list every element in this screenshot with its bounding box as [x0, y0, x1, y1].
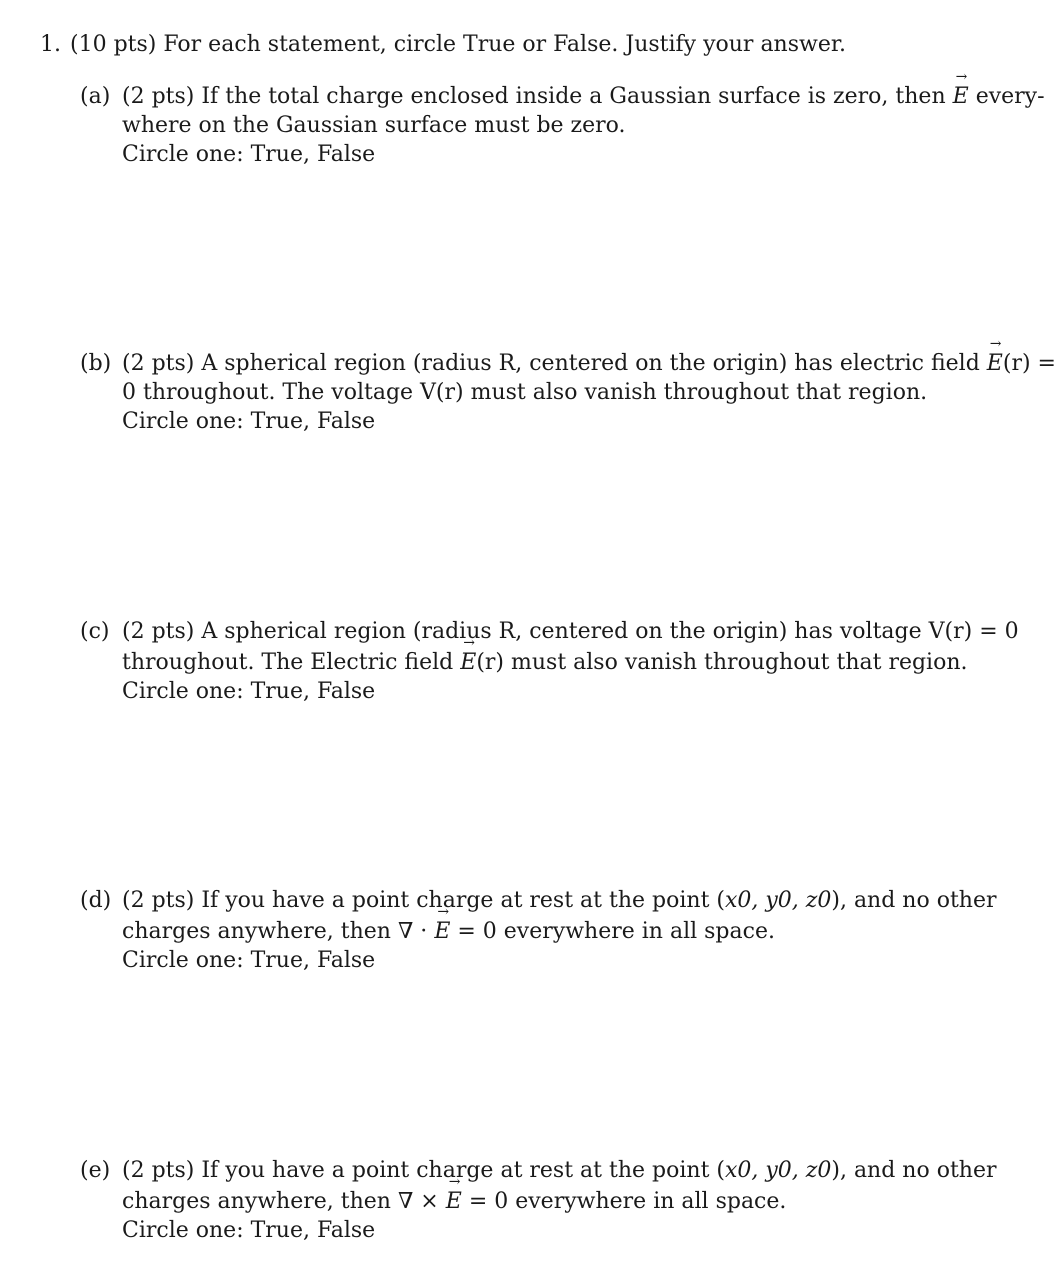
part-a-efield-vector: → E [953, 84, 969, 109]
part-d-text2-end: = 0 everywhere in all space. [457, 919, 775, 944]
part-d-text-end: ), and no other [831, 888, 997, 913]
part-a-label: (a) [80, 84, 111, 109]
part-e-text2-end: = 0 everywhere in all space. [468, 1189, 787, 1214]
part-c-circle-one[interactable]: Circle one: True, False [122, 679, 376, 704]
part-c-line2 [122, 650, 968, 675]
part-b-arg: (r) = [1002, 351, 1056, 376]
part-e-efield-vector: → E [446, 1189, 462, 1214]
part-d-line2 [122, 919, 775, 944]
part-b-line2: 0 throughout. The voltage V(r) must also vanish throughout that region. [122, 380, 928, 405]
part-d-point: x0, y0, z0 [724, 888, 832, 913]
part-c-text-end: must also vanish throughout that region. [511, 650, 968, 675]
part-c-arg: (r) [476, 650, 504, 675]
part-b-label: (b) [80, 351, 112, 376]
question-header: (10 pts) For each statement, circle True or False. Justify your answer. [70, 32, 846, 57]
part-b-line1 [122, 351, 1056, 376]
part-c-line1: (2 pts) A spherical region (radius R, centered on the origin) has voltage V(r) = 0 [122, 619, 1019, 644]
part-a-text-end: every- [975, 84, 1045, 109]
part-e-line1 [122, 1158, 997, 1183]
part-d-label: (d) [80, 888, 112, 913]
part-e-label: (e) [80, 1158, 111, 1183]
part-a-text: (2 pts) If the total charge enclosed inside a Gaussian surface is zero, then [122, 84, 946, 109]
part-a-circle-one[interactable]: Circle one: True, False [122, 142, 376, 167]
part-b-efield-vector: → E [987, 351, 1003, 376]
part-e-circle-one[interactable]: Circle one: True, False [122, 1218, 376, 1243]
part-a-line1 [122, 84, 1045, 109]
part-d-line1 [122, 888, 997, 913]
part-c-label: (c) [80, 619, 110, 644]
part-c-efield-vector: → E [460, 650, 476, 675]
part-d-text2: charges anywhere, then ∇ · [122, 919, 428, 944]
part-a-line2: where on the Gaussian surface must be zero. [122, 113, 626, 138]
part-e-text-end: ), and no other [831, 1158, 997, 1183]
part-e-text: (2 pts) If you have a point charge at rest at the point ( [122, 1158, 725, 1183]
part-e-point: x0, y0, z0 [724, 1158, 832, 1183]
question-number: 1. [40, 32, 61, 57]
part-b-text: (2 pts) A spherical region (radius R, centered on the origin) has electric field [122, 351, 980, 376]
part-d-efield-vector: → E [434, 919, 450, 944]
part-d-circle-one[interactable]: Circle one: True, False [122, 948, 376, 973]
part-e-text2: charges anywhere, then ∇ × [122, 1189, 439, 1214]
part-d-text: (2 pts) If you have a point charge at rest at the point ( [122, 888, 725, 913]
part-c-text: throughout. The Electric field [122, 650, 454, 675]
part-e-line2 [122, 1189, 786, 1214]
part-b-circle-one[interactable]: Circle one: True, False [122, 409, 376, 434]
